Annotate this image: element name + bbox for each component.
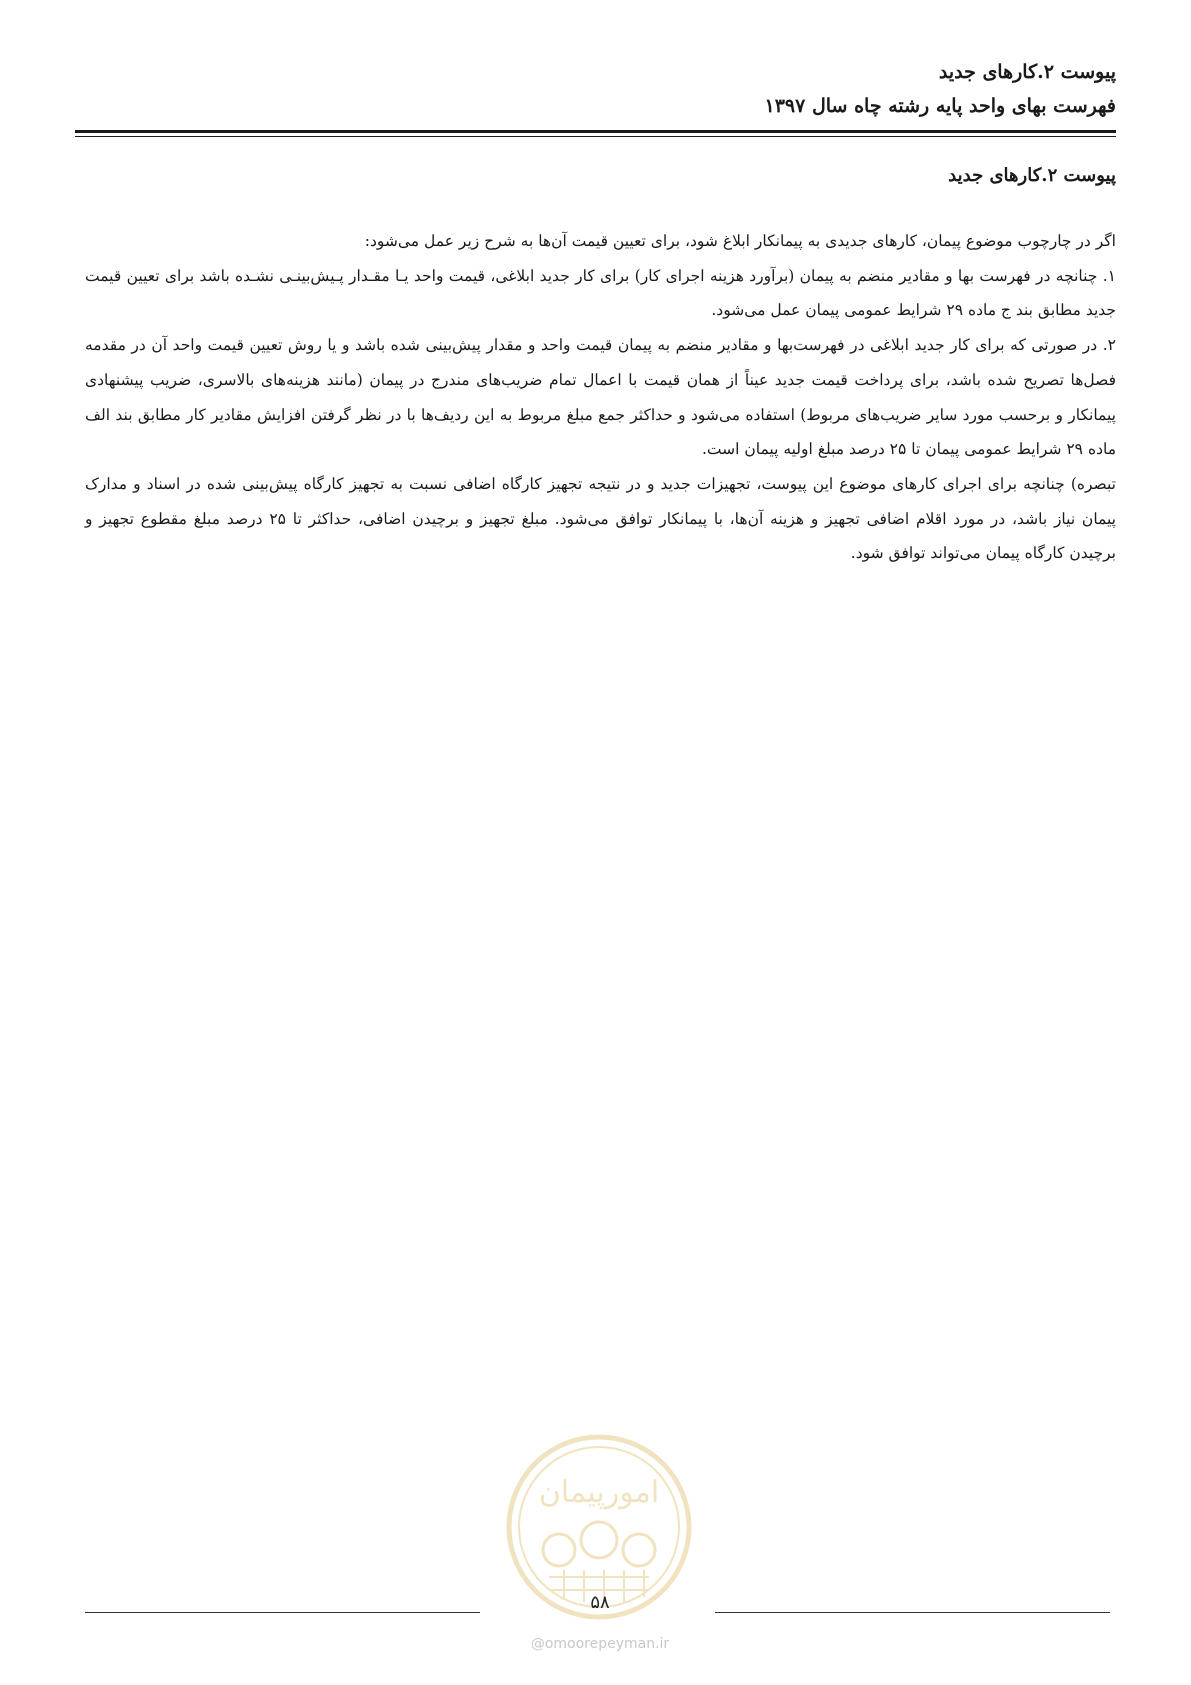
footer-rule-right (715, 1612, 1110, 1613)
body-text (85, 224, 1116, 571)
running-header (76, 55, 1116, 123)
seal-text: امورپیمان (538, 1475, 660, 1510)
paragraph-item-2: ۲. در صورتی که برای کار جدید ابلاغی در فهرست‌بها و مقادیر منضم به پیمان قیمت واحد و مقدار پیش‌بینی شده باشد و یا روش تعیین قیمت واحد آن در مقدمه فصل‌ها تصریح شده باشد، برای پرداخت قیمت جدید عیناً از همان قیمت با اعمال تمام ضریب‌های مندرج در پیمان (مانند هزینه‌های بالاسری، ضریب پیشنهادی پیمانکار و برحسب مورد سایر ضریب‌های مربوط) استفاده می‌شود و حداکثر جمع مبلغ مربوط به این ردیف‌ها با در نظر گرفتن افزایش مقادیر کار مطابق بند الف ماده ۲۹ شرایط عمومی پیمان تا ۲۵ درصد مبلغ اولیه پیمان است. (85, 336, 1116, 459)
watermark-text: @omoorepeyman.ir (530, 1636, 670, 1652)
paragraph-note: تبصره) چنانچه برای اجرای کارهای موضوع این پیوست، تجهیزات جدید و در نتیجه تجهیز کارگاه اضافی نسبت به تجهیز کارگاه پیش‌بینی شده در اسناد و مدارک پیمان نیاز باشد، در مورد اقلام اضافی تجهیز و هزینه آن‌ها، با پیمانکار توافق می‌شود. مبلغ تجهیز و برچیدن اضافی، حداکثر تا ۲۵ درصد مبلغ مقطوع تجهیز و برچیدن کارگاه پیمان می‌تواند توافق شود. (85, 474, 1116, 563)
paragraph-item-1: ۱. چنانچه در فهرست بها و مقادیر منضم به پیمان (برآورد هزینه اجرای کار) برای کار جدید ابلاغی، قیمت واحد یـا مقـدار پـیش‌بینـی نشـده باشد برای تعیین قیمت جدید مطابق بند ج ماده ۲۹ شرایط عمومی پیمان عمل می‌شود. (85, 266, 1116, 320)
footer-rule-left (85, 1612, 480, 1613)
section-heading: پیوست ۲.کارهای جدید (948, 165, 1116, 186)
header-document-title: فهرست بهای واحد پایه رشته چاه سال ۱۳۹۷ (764, 95, 1116, 117)
page-number: ۵۸ (590, 1592, 610, 1613)
seal-inner-ring (519, 1447, 679, 1607)
header-rule-thick (75, 130, 1116, 133)
header-appendix-title: پیوست ۲.کارهای جدید (938, 61, 1116, 83)
seal-gear-icons (543, 1522, 655, 1566)
header-rule-thin (75, 136, 1116, 137)
paragraph-intro: اگر در چارچوب موضوع پیمان، کارهای جدیدی به پیمانکار ابلاغ شود، برای تعیین قیمت آن‌ها به شرح زیر عمل می‌شود: (364, 232, 1116, 250)
